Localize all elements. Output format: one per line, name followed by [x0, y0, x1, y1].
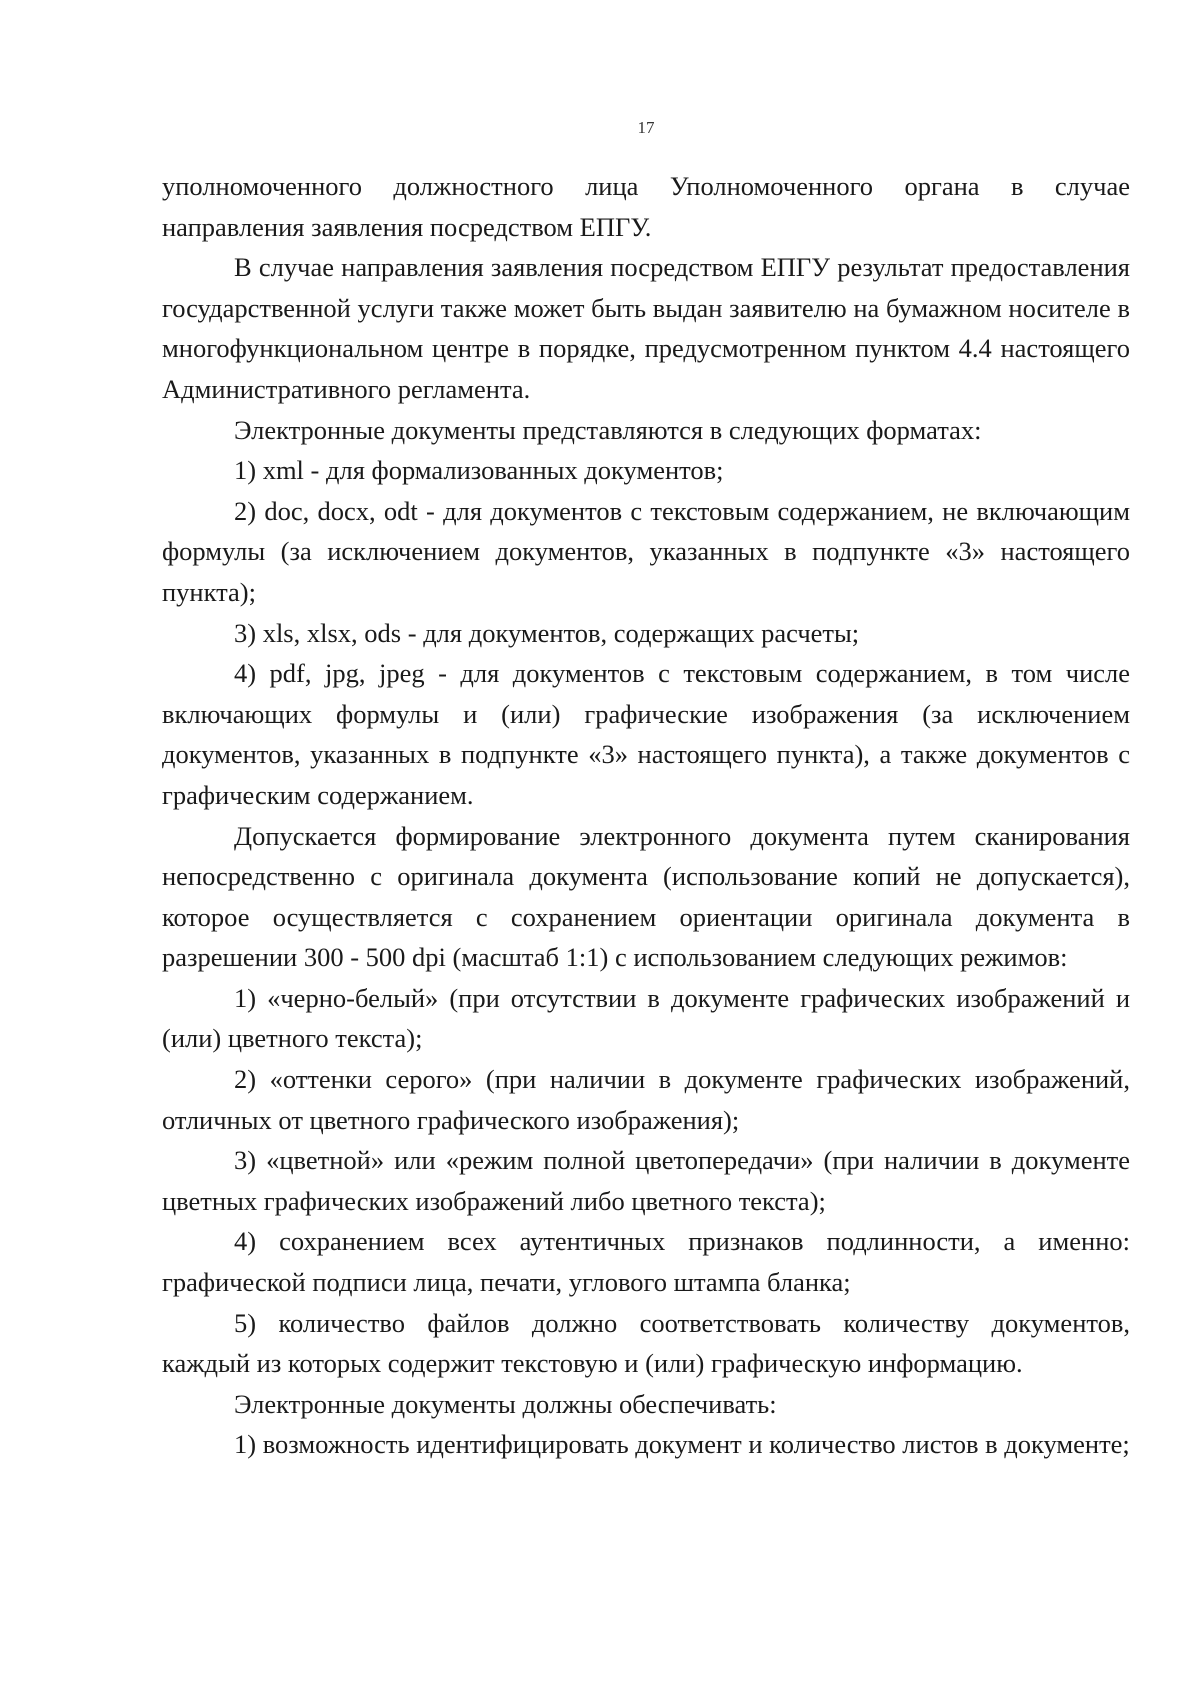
list-item: 4) pdf, jpg, jpeg - для документов с текстовым содержанием, в том числе включающих формулы и (или) графические изображения (за исключением документов, указанных в подпункте «3» настоящего пункта), а также документов с графическим содержанием.	[162, 658, 1130, 810]
list-item: 1) «черно-белый» (при отсутствии в документе графических изображений и (или) цветного текста);	[162, 982, 1130, 1054]
paragraph: Допускается формирование электронного документа путем сканирования непосредственно с оригинала документа (использование копий не допускается), которое осуществляется с сохранением ориентации оригинала документа в разрешении 300 - 500 dpi (масштаб 1:1) с использованием следующих режимов:	[162, 820, 1130, 973]
list-item: 4) сохранением всех аутентичных признаков подлинности, а именно: графической подписи лица, печати, углового штампа бланка;	[162, 1226, 1130, 1298]
paragraph: Электронные документы представляются в следующих форматах:	[234, 414, 982, 445]
list-item: 1) xml - для формализованных документов;	[234, 455, 724, 486]
list-item: 1) возможность идентифицировать документ и количество листов в документе;	[234, 1429, 1130, 1460]
list-item: 2) «оттенки серого» (при наличии в документе графических изображений, отличных от цветного графического изображения);	[162, 1064, 1130, 1135]
body-text	[162, 166, 1130, 1465]
list-item: 2) doc, docx, odt - для документов с текстовым содержанием, не включающим формулы (за исключением документов, указанных в подпункте «3» настоящего пункта);	[162, 495, 1130, 607]
paragraph: Электронные документы должны обеспечивать:	[234, 1388, 777, 1419]
list-item: 3) xls, xlsx, ods - для документов, содержащих расчеты;	[234, 617, 860, 648]
paragraph: уполномоченного должностного лица Уполномоченного органа в случае направления заявления посредством ЕПГУ.	[162, 171, 1130, 242]
list-item: 3) «цветной» или «режим полной цветопередачи» (при наличии в документе цветных графических изображений либо цветного текста);	[162, 1145, 1130, 1216]
page-number: 17	[637, 118, 655, 137]
paragraph: В случае направления заявления посредством ЕПГУ результат предоставления государственной услуги также может быть выдан заявителю на бумажном носителе в многофункциональном центре в порядке, предусмотренном пунктом 4.4 настоящего Административного регламента.	[162, 252, 1130, 404]
list-item: 5) количество файлов должно соответствовать количеству документов, каждый из которых содержит текстовую и (или) графическую информацию.	[162, 1307, 1130, 1379]
